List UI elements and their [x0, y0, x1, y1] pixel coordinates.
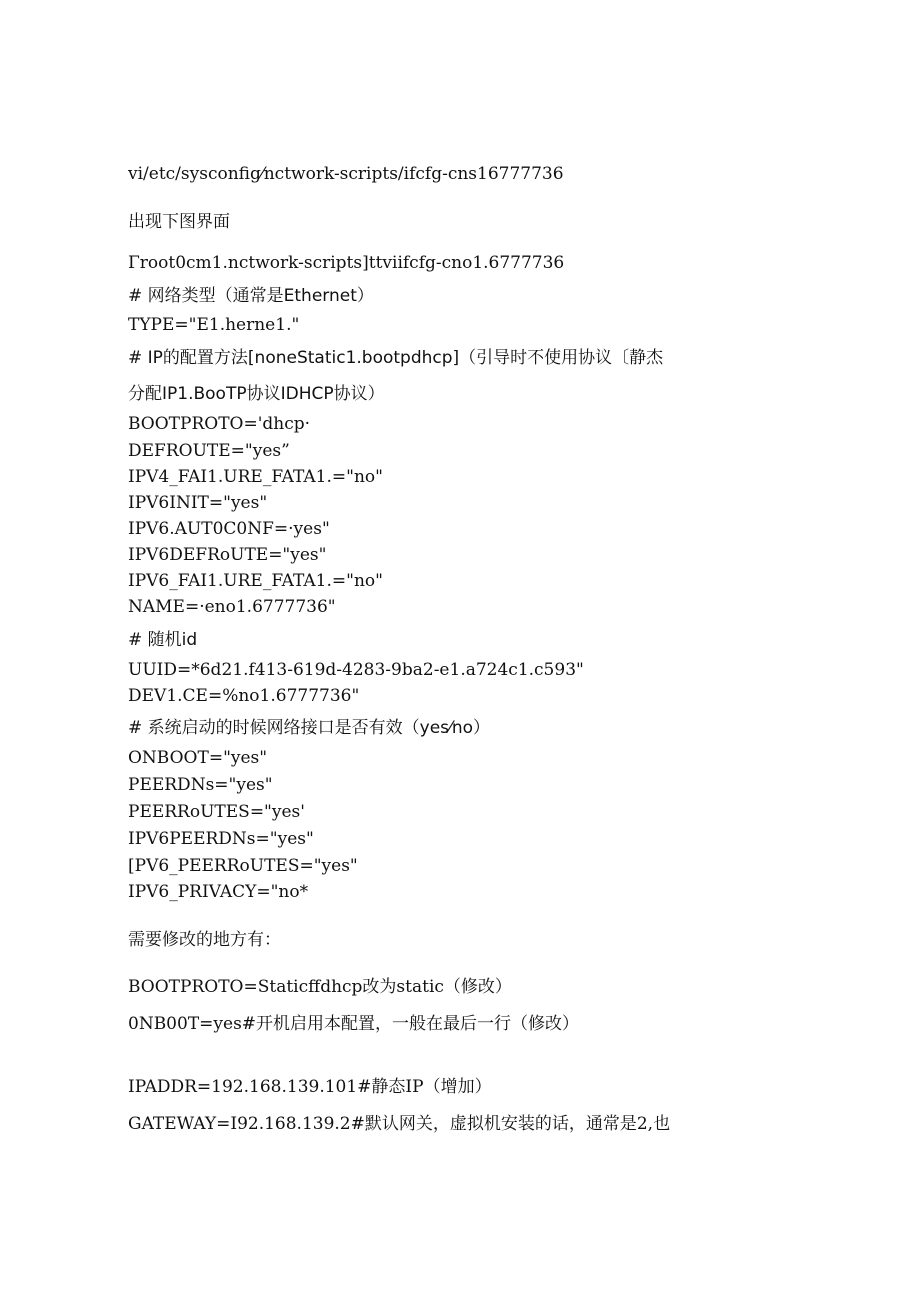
config-ipv6-peerdns: IPV6PEERDNs="yes" — [128, 829, 314, 849]
comment-ip-method: # IP的配置方法[noneStatic1.bootpdhcp]（引导时不使用协议〔静杰 — [128, 348, 664, 368]
change-bootproto: BOOTPROTO=Staticffdhcp改为static（修改） — [128, 977, 512, 997]
config-type: TYPE="E1.herne1." — [128, 315, 300, 335]
config-ipv6-failure-fatal: IPV6_FAI1.URE_FATA1.="no" — [128, 571, 383, 591]
shell-prompt: Γroot0cm1.nctwork-scripts]ttviifcfg-cno1.6777736 — [128, 253, 565, 273]
config-ipv6-peerroutes: [PV6_PEERRoUTES="yes" — [128, 856, 358, 876]
config-ipv6-defroute: IPV6DEFRoUTE="yes" — [128, 545, 327, 565]
config-uuid: UUID=*6d21.f413-619d-4283-9ba2-e1.a724c1.c593" — [128, 660, 584, 680]
config-ipv4-failure-fatal: IPV4_FAI1.URE_FATA1.="no" — [128, 467, 383, 487]
config-ipv6-autoconf: IPV6.AUT0C0NF=·yes" — [128, 519, 330, 539]
section-needs-change: 需要修改的地方有： — [128, 930, 281, 950]
config-bootproto: BOOTPROTO='dhcp· — [128, 414, 311, 434]
config-ipv6-privacy: IPV6_PRIVACY="no* — [128, 882, 309, 902]
config-name: NAME=·eno1.6777736" — [128, 597, 336, 617]
add-gateway: GATEWAY=I92.168.139.2#默认网关，虚拟机安装的话，通常是2,也 — [128, 1114, 671, 1134]
config-defroute: DEFROUTE="yes” — [128, 441, 290, 461]
comment-random-id: # 随机id — [128, 630, 198, 650]
comment-network-type: # 网络类型（通常是Ethernet） — [128, 286, 374, 306]
intro-text: 出现下图界面 — [128, 212, 230, 232]
change-onboot: 0NB00T=yes#开机启用本配置，一般在最后一行（修改） — [128, 1014, 580, 1034]
comment-ip-method-cont: 分配IP1.BooTP协议IDHCP协议） — [128, 384, 385, 404]
comment-onboot: # 系统启动的时候网络接口是否有效（yes⁄no） — [128, 718, 491, 738]
config-peerroutes: PEERRoUTES="yes' — [128, 802, 305, 822]
config-onboot: ONBOOT="yes" — [128, 748, 268, 768]
config-peerdns: PEERDNs="yes" — [128, 775, 273, 795]
config-ipv6init: IPV6INIT="yes" — [128, 493, 268, 513]
add-ipaddr: IPADDR=192.168.139.101#静态IP（增加） — [128, 1077, 492, 1097]
config-device: DEV1.CE=%no1.6777736" — [128, 686, 360, 706]
command-line: vi/etc/sysconfig⁄nctwork-scripts/ifcfg-cns16777736 — [128, 164, 564, 184]
